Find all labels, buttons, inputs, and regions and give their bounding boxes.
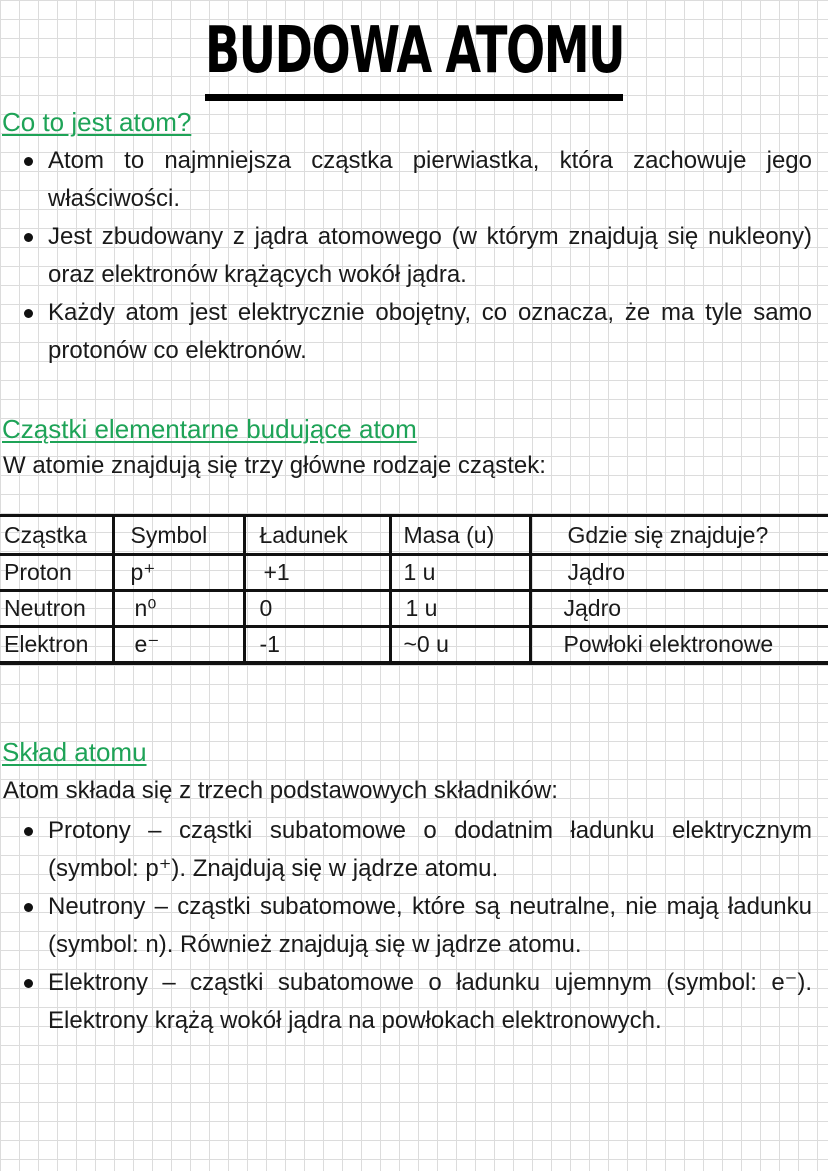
- page-title-wrap: [205, 14, 625, 102]
- table-row: [0, 555, 828, 591]
- table-header-cell: Ładunek: [244, 516, 390, 555]
- section-heading-elementary-particles: Cząstki elementarne budujące atom: [2, 414, 417, 444]
- table-header-cell: Symbol: [113, 516, 244, 555]
- particles-table: [0, 514, 828, 665]
- table-row: [0, 627, 828, 664]
- title-underline: [205, 94, 623, 101]
- table-cell: -1: [244, 627, 390, 664]
- table-header-cell: Cząstka: [0, 516, 113, 555]
- table-header-cell: Gdzie się znajduje?: [530, 516, 828, 555]
- table-cell: Proton: [0, 555, 113, 591]
- table-cell: 1 u: [390, 555, 530, 591]
- list-item: Elektrony – cząstki subatomowe o ładunku ujemnym (symbol: e⁻). Elektrony krążą wokół jądra na powłokach elektronowych.: [0, 964, 812, 1040]
- list-item: Każdy atom jest elektrycznie obojętny, co oznacza, że ma tyle samo protonów co elektronów.: [0, 294, 812, 370]
- table-cell: n⁰: [113, 591, 244, 627]
- bullet-list-atom-composition: [0, 812, 812, 1040]
- table-cell: 1 u: [390, 591, 530, 627]
- table-cell: Elektron: [0, 627, 113, 664]
- table-cell: e⁻: [113, 627, 244, 664]
- table-cell: Jądro: [530, 555, 828, 591]
- bullet-list-what-is-atom: [0, 142, 812, 370]
- composition-intro: Atom składa się z trzech podstawowych składników:: [3, 777, 558, 804]
- table-header-cell: Masa (u): [390, 516, 530, 555]
- table-header-row: [0, 516, 828, 555]
- table-row: [0, 591, 828, 627]
- table-cell: ~0 u: [390, 627, 530, 664]
- section-heading-atom-composition: Skład atomu: [2, 737, 147, 767]
- table-cell: p⁺: [113, 555, 244, 591]
- table-cell: Jądro: [530, 591, 828, 627]
- section-heading-what-is-atom: Co to jest atom?: [2, 107, 192, 137]
- particles-intro: W atomie znajdują się trzy główne rodzaje cząstek:: [3, 452, 546, 479]
- list-item: Atom to najmniejsza cząstka pierwiastka, która zachowuje jego właściwości.: [0, 142, 812, 218]
- list-item: Neutrony – cząstki subatomowe, które są neutralne, nie mają ładunku (symbol: n). Również znajdują się w jądrze atomu.: [0, 888, 812, 964]
- page-title: BUDOWA ATOMU: [205, 14, 625, 88]
- table-cell: Neutron: [0, 591, 113, 627]
- table-cell: +1: [244, 555, 390, 591]
- list-item: Protony – cząstki subatomowe o dodatnim ładunku elektrycznym (symbol: p⁺). Znajdują się w jądrze atomu.: [0, 812, 812, 888]
- table-cell: 0: [244, 591, 390, 627]
- list-item: Jest zbudowany z jądra atomowego (w którym znajdują się nukleony) oraz elektronów krążących wokół jądra.: [0, 218, 812, 294]
- table-cell: Powłoki elektronowe: [530, 627, 828, 664]
